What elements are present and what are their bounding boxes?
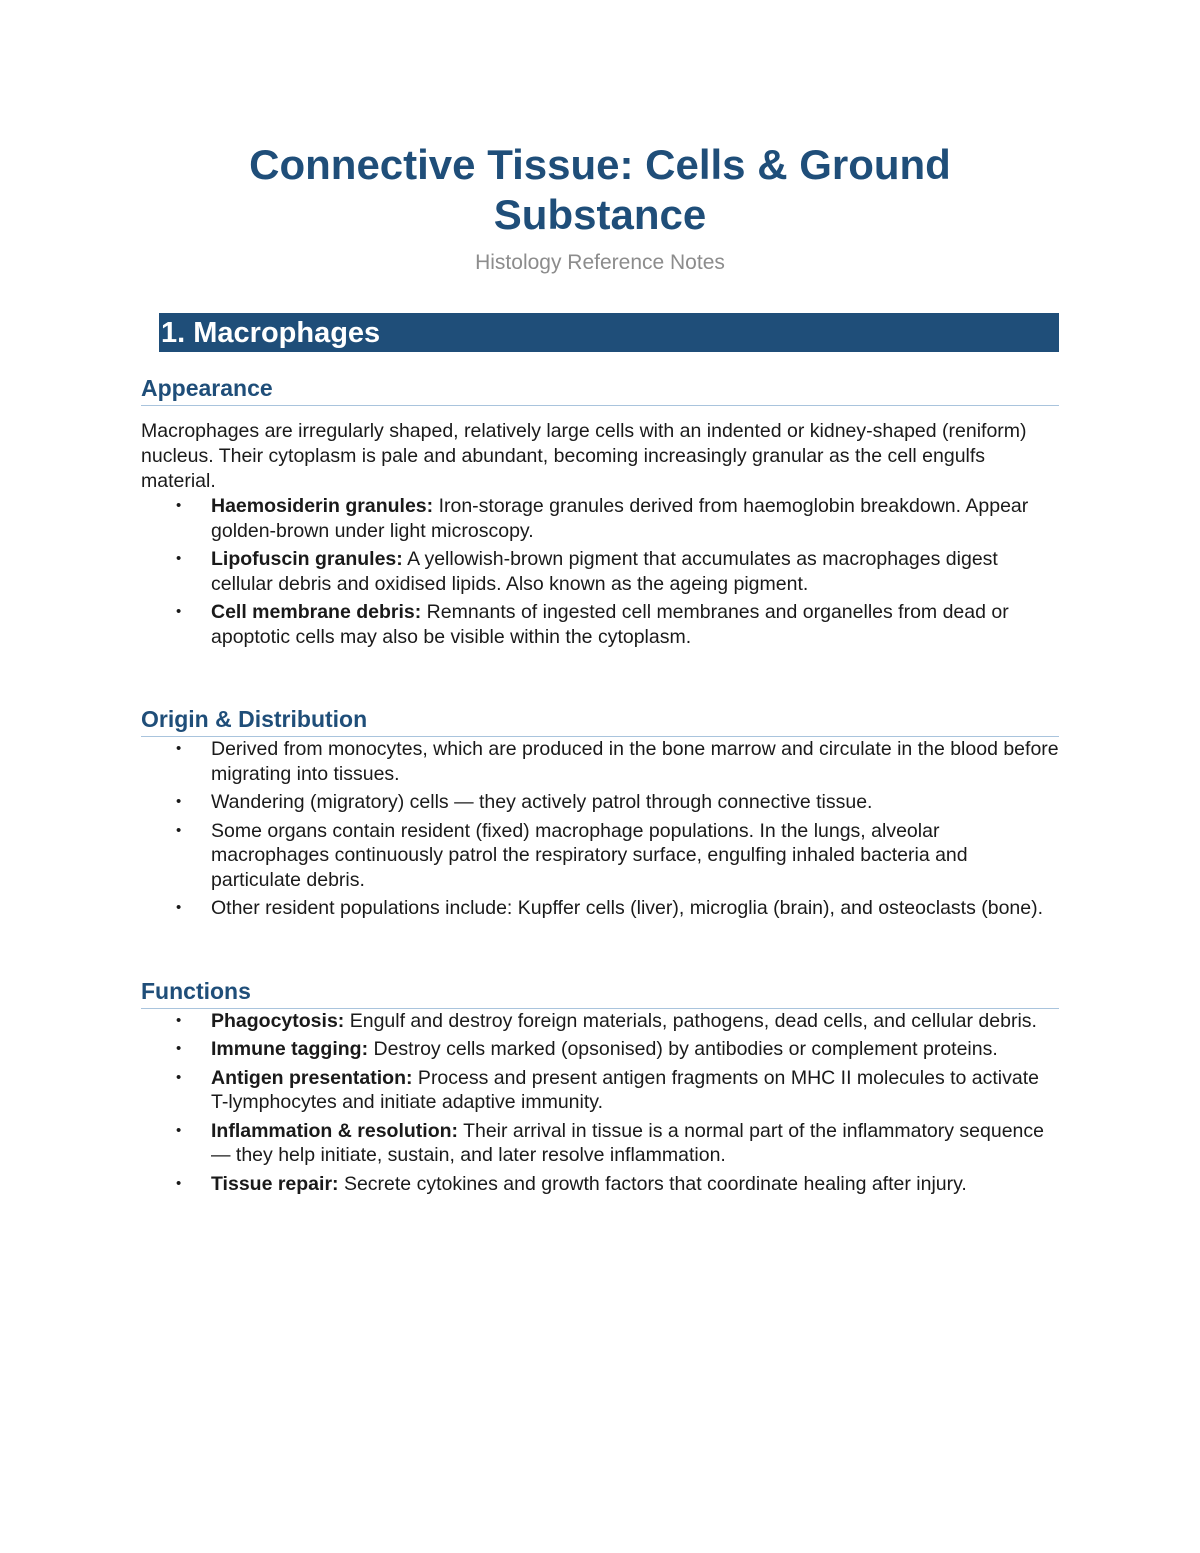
item-term: Tissue repair:: [211, 1172, 339, 1195]
bullet-icon: •: [176, 1174, 182, 1192]
document-subtitle: Histology Reference Notes: [475, 251, 725, 274]
item-term: Cell membrane debris:: [211, 601, 422, 623]
list-item: [141, 737, 1059, 786]
item-term: Haemosiderin granules:: [211, 495, 434, 517]
appearance-paragraph: Macrophages are irregularly shaped, relatively large cells with an indented or kidney-shaped (reniform) nucleus. Their cytoplasm is pale and abundant, becoming increasingly granular as the cell engulfs material.: [141, 420, 1027, 492]
list-item: [141, 1066, 1059, 1115]
bullet-icon: •: [176, 603, 182, 620]
bullet-icon: •: [176, 1040, 182, 1057]
item-term: Phagocytosis:: [211, 1009, 345, 1032]
item-text: Process and present antigen fragments on MHC II molecules to activate T-lymphocytes and initiate adaptive immunity.: [211, 1066, 1039, 1113]
item-text: Wandering (migratory) cells — they actively patrol through connective tissue.: [211, 791, 873, 813]
item-term: Antigen presentation:: [211, 1066, 413, 1089]
document-page: [141, 140, 1059, 1200]
list-item: [141, 494, 1059, 543]
item-text: Other resident populations include: Kupffer cells (liver), microglia (brain), and osteoclasts (bone).: [211, 897, 1044, 919]
item-term: Lipofuscin granules:: [211, 548, 403, 570]
list-item: [141, 1119, 1059, 1168]
item-term: Inflammation & resolution:: [211, 1119, 459, 1142]
item-text: Engulf and destroy foreign materials, pathogens, dead cells, and cellular debris.: [344, 1009, 1037, 1032]
bullet-icon: •: [176, 1068, 182, 1086]
subheading-origin-distribution: Origin & Distribution: [141, 705, 1059, 737]
bullet-icon: •: [176, 793, 182, 810]
list-item: [141, 600, 1059, 649]
bullet-icon: •: [176, 821, 182, 839]
bullet-icon: •: [176, 1121, 182, 1139]
item-term: Immune tagging:: [211, 1038, 369, 1060]
bullet-icon: •: [176, 497, 182, 514]
list-item: [141, 819, 1059, 893]
item-text: Secrete cytokines and growth factors that coordinate healing after injury.: [338, 1172, 967, 1195]
item-text: Their arrival in tissue is a normal part of the inflammatory sequence — they help initiate, sustain, and later resolve inflammation.: [211, 1119, 1044, 1166]
item-text: Destroy cells marked (opsonised) by antibodies or complement proteins.: [368, 1038, 998, 1060]
item-text: Derived from monocytes, which are produced in the bone marrow and circulate in the blood before migrating into tissues.: [211, 738, 1059, 785]
list-item: [141, 1009, 1059, 1034]
section-heading-macrophages: 1. Macrophages: [159, 313, 1059, 352]
list-item: [141, 1037, 1059, 1062]
subheading-functions: Functions: [141, 977, 1059, 1009]
functions-list: [141, 1009, 1059, 1197]
list-item: [141, 547, 1059, 596]
list-item: [141, 896, 1059, 921]
origin-list: [141, 737, 1059, 921]
bullet-icon: •: [176, 899, 182, 916]
item-text: Iron-storage granules derived from haemoglobin breakdown. Appear golden-brown under light microscopy.: [211, 495, 1029, 542]
document-title: Connective Tissue: Cells & Ground Substance: [249, 141, 951, 238]
item-text: A yellowish-brown pigment that accumulates as macrophages digest cellular debris and oxidised lipids. Also known as the ageing pigment.: [211, 548, 998, 595]
item-text: Remnants of ingested cell membranes and organelles from dead or apoptotic cells may also be visible within the cytoplasm.: [211, 601, 1009, 648]
list-item: [141, 790, 1059, 815]
item-text: Some organs contain resident (fixed) macrophage populations. In the lungs, alveolar macrophages continuously patrol the respiratory surface, engulfing inhaled bacteria and particulate debris.: [211, 819, 968, 891]
bullet-icon: •: [176, 550, 182, 567]
list-item: [141, 1172, 1059, 1197]
subheading-appearance: Appearance: [141, 374, 1059, 406]
bullet-icon: •: [176, 740, 182, 757]
bullet-icon: •: [176, 1011, 182, 1029]
appearance-list: [141, 494, 1059, 649]
